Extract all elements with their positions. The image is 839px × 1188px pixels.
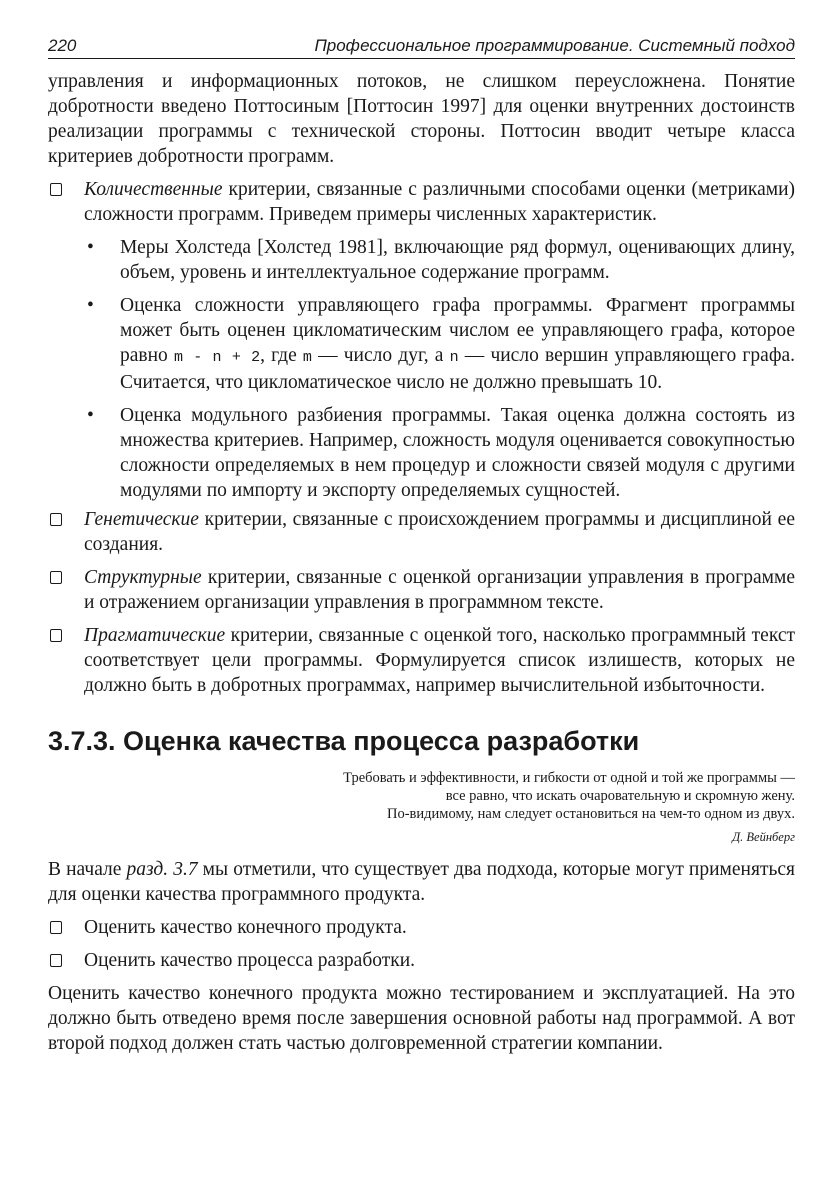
- checkbox-bullet-icon: [50, 954, 62, 967]
- bullet-dot-icon: •: [87, 295, 94, 316]
- criterion-term: Прагматические: [84, 625, 226, 646]
- running-head: [48, 36, 795, 59]
- criterion-text: критерии, связанные с происхождением программы и дисциплиной ее создания.: [84, 509, 795, 555]
- criterion-text: критерии, связанные с различными способами оценки (метриками) сложности программ. Приведем примеры численных характеристик.: [84, 179, 795, 225]
- intro-paragraph: управления и информационных потоков, не слишком переусложнена. Понятие добротности введено Поттосиным [Поттосин 1997] для оценки внутренних достоинств реализации программы с технической стороны. Поттосин вводит четыре класса критериев добротности программ.: [48, 71, 795, 167]
- epigraph-author: Д. Вейнберг: [732, 830, 795, 844]
- bullet-dot-icon: •: [87, 237, 94, 258]
- formula: m - n + 2: [173, 349, 261, 366]
- criterion-pragmatic: [48, 623, 795, 698]
- metric-halstead: • Меры Холстеда [Холстед 1981], включающие ряд формул, оценивающих длину, объем, уровень и интеллектуальное содержание программ.: [87, 237, 795, 283]
- metric-cyclomatic: • Оценка сложности управляющего графа программы. Фрагмент программы может быть оценен цикломатическим числом ее управляющего графа, которое равно m - n + 2, где m — число дуг, а n — число вершин управляющего графа. Считается, что цикломатическое число не должно превышать 10.: [87, 295, 795, 393]
- section-reference: разд. 3.7: [126, 859, 198, 880]
- approach-item: Оценить качество процесса разработки.: [48, 948, 795, 973]
- page-number: 220: [48, 36, 77, 55]
- checkbox-bullet-icon: [50, 629, 62, 642]
- epigraph-line: Требовать и эффективности, и гибкости от одной и той же программы —: [343, 770, 795, 786]
- criterion-term: Структурные: [84, 567, 202, 588]
- checkbox-bullet-icon: [50, 921, 62, 934]
- section-paragraph: В начале разд. 3.7 мы отметили, что существует два подхода, которые могут применяться для оценки качества программного продукта.: [48, 859, 795, 905]
- epigraph-line: По-видимому, нам следует остановиться на чем-то одном из двух.: [387, 806, 795, 822]
- criterion-quantitative: [48, 177, 795, 227]
- criterion-term: Количественные: [84, 179, 223, 200]
- criterion-text: критерии, связанные с оценкой того, насколько программный текст соответствует цели программы. Формулируется список излишеств, которых не должно быть в добротных программах, например вычислительной избыточности.: [84, 625, 795, 696]
- criterion-structural: [48, 565, 795, 615]
- checkbox-bullet-icon: [50, 183, 62, 196]
- running-title: Профессиональное программирование. Системный подход: [314, 36, 795, 55]
- metric-modular: • Оценка модульного разбиения программы. Такая оценка должна состоять из множества критериев. Например, сложность модуля оценивается совокупностью сложности определяемых в нем процедур и сложности связей модуля с другими модулями по импорту и экспорту определяемых сущностей.: [87, 405, 795, 501]
- checkbox-bullet-icon: [50, 571, 62, 584]
- closing-paragraph: Оценить качество конечного продукта можно тестированием и эксплуатацией. На это должно быть отведено время после завершения основной работы над программой. А вот второй подход должен стать частью долговременной стратегии компании.: [48, 983, 795, 1054]
- section-heading: 3.7.3. Оценка качества процесса разработки: [48, 726, 640, 756]
- var-n: n: [449, 349, 459, 366]
- epigraph: [48, 769, 795, 845]
- criterion-text: критерии, связанные с оценкой организации управления в программе и отражением организации управления в программном тексте.: [84, 567, 795, 613]
- criterion-term: Генетические: [84, 509, 199, 530]
- book-page: [48, 36, 795, 1056]
- metrics-list: [48, 235, 795, 503]
- criterion-genetic: [48, 507, 795, 557]
- approach-item: Оценить качество конечного продукта.: [48, 915, 795, 940]
- var-m: m: [302, 349, 312, 366]
- bullet-dot-icon: •: [87, 405, 94, 426]
- checkbox-bullet-icon: [50, 513, 62, 526]
- epigraph-line: все равно, что искать очаровательную и скромную жену.: [445, 788, 795, 804]
